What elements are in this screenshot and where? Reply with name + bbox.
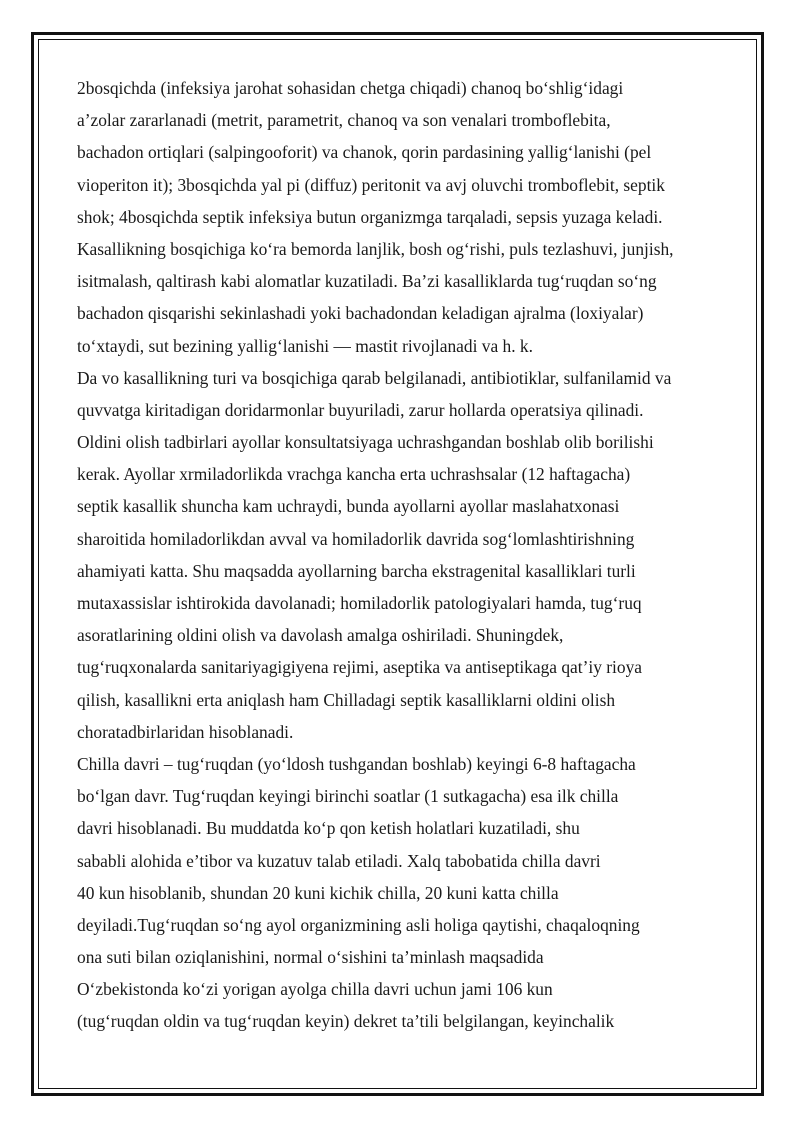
text-line: ona suti bilan oziqlanishini, normal o‘sishini ta’minlash maqsadida	[77, 947, 544, 968]
text-line: to‘xtaydi, sut bezining yallig‘lanishi — mastit rivojlanadi va h. k.	[77, 335, 533, 356]
text-line: deyiladi.Tug‘ruqdan so‘ng ayol organizmining asli holiga qaytishi, chaqaloqning	[77, 914, 640, 935]
text-line: sababli alohida e’tibor va kuzatuv talab etiladi. Xalq tabobatida chilla davri	[77, 850, 601, 871]
text-line: shok; 4bosqichda septik infeksiya butun organizmga tarqaladi, sepsis yuzaga keladi.	[77, 206, 663, 227]
text-line: (tug‘ruqdan oldin va tug‘ruqdan keyin) dekret ta’tili belgilangan, keyinchalik	[77, 1011, 615, 1032]
text-line: Oldini olish tadbirlari ayollar konsultatsiyaga uchrashgandan boshlab olib borilishi	[77, 432, 654, 453]
text-line: septik kasallik shuncha kam uchraydi, bunda ayollarni ayollar maslahatxonasi	[77, 496, 620, 517]
text-line: bachadon qisqarishi sekinlashadi yoki bachadondan keladigan ajralma (loxiyalar)	[77, 303, 644, 324]
text-line: bo‘lgan davr. Tug‘ruqdan keyingi birinchi soatlar (1 sutkagacha) esa ilk chilla	[77, 786, 619, 807]
text-line: Da vo kasallikning turi va bosqichiga qarab belgilanadi, antibiotiklar, sulfanilamid va	[77, 367, 672, 388]
text-line: qilish, kasallikni erta aniqlash ham Chilladagi septik kasalliklarni oldini olish	[77, 689, 616, 710]
text-line: O‘zbekistonda ko‘zi yorigan ayolga chilla davri uchun jami 106 kun	[77, 979, 553, 1000]
text-line: quvvatga kiritadigan doridarmonlar buyuriladi, zarur hollarda operatsiya qilinadi.	[77, 399, 644, 420]
text-line: choratadbirlaridan hisoblanadi.	[77, 721, 294, 742]
text-line: Kasallikning bosqichiga ko‘ra bemorda lanjlik, bosh og‘rishi, puls tezlashuvi, junjish,	[77, 238, 674, 259]
text-line: 40 kun hisoblanib, shundan 20 kuni kichik chilla, 20 kuni katta chilla	[77, 882, 559, 903]
text-line: sharoitida homiladorlikdan avval va homiladorlik davrida sog‘lomlashtirishning	[77, 528, 635, 549]
text-line: a’zolar zararlanadi (metrit, parametrit, chanoq va son venalari tromboflebita,	[77, 110, 611, 131]
text-line: isitmalash, qaltirash kabi alomatlar kuzatiladi. Ba’zi kasalliklarda tug‘ruqdan so‘ng	[77, 271, 657, 292]
text-line: ahamiyati katta. Shu maqsadda ayollarning barcha ekstragenital kasalliklari turli	[77, 560, 636, 581]
text-line: tug‘ruqxonalarda sanitariyagigiyena rejimi, aseptika va antiseptikaga qat’iy rioya	[77, 657, 642, 678]
text-line: 2bosqichda (infeksiya jarohat sohasidan chetga chiqadi) chanoq bo‘shlig‘idagi	[77, 78, 624, 98]
text-line: vioperiton it); 3bosqichda yal pi (diffuz) peritonit va avj oluvchi tromboflebit, septik	[77, 174, 665, 195]
document-body	[77, 72, 723, 1038]
text-line: mutaxassislar ishtirokida davolanadi; homiladorlik patologiyalari hamda, tug‘ruq	[77, 593, 642, 613]
text-line: bachadon ortiqlari (salpingooforit) va chanok, qorin pardasining yallig‘lanishi (pel	[77, 142, 652, 163]
text-line: kerak. Ayollar xrmiladorlikda vrachga kancha erta uchrashsalar (12 haftagacha)	[77, 464, 631, 485]
text-line: davri hisoblanadi. Bu muddatda ko‘p qon ketish holatlari kuzatiladi, shu	[77, 818, 580, 839]
text-line: Chilla davri – tug‘ruqdan (yo‘ldosh tushgandan boshlab) keyingi 6-8 haftagacha	[77, 753, 636, 774]
text-line: asoratlarining oldini olish va davolash amalga oshiriladi. Shuningdek,	[77, 625, 564, 646]
